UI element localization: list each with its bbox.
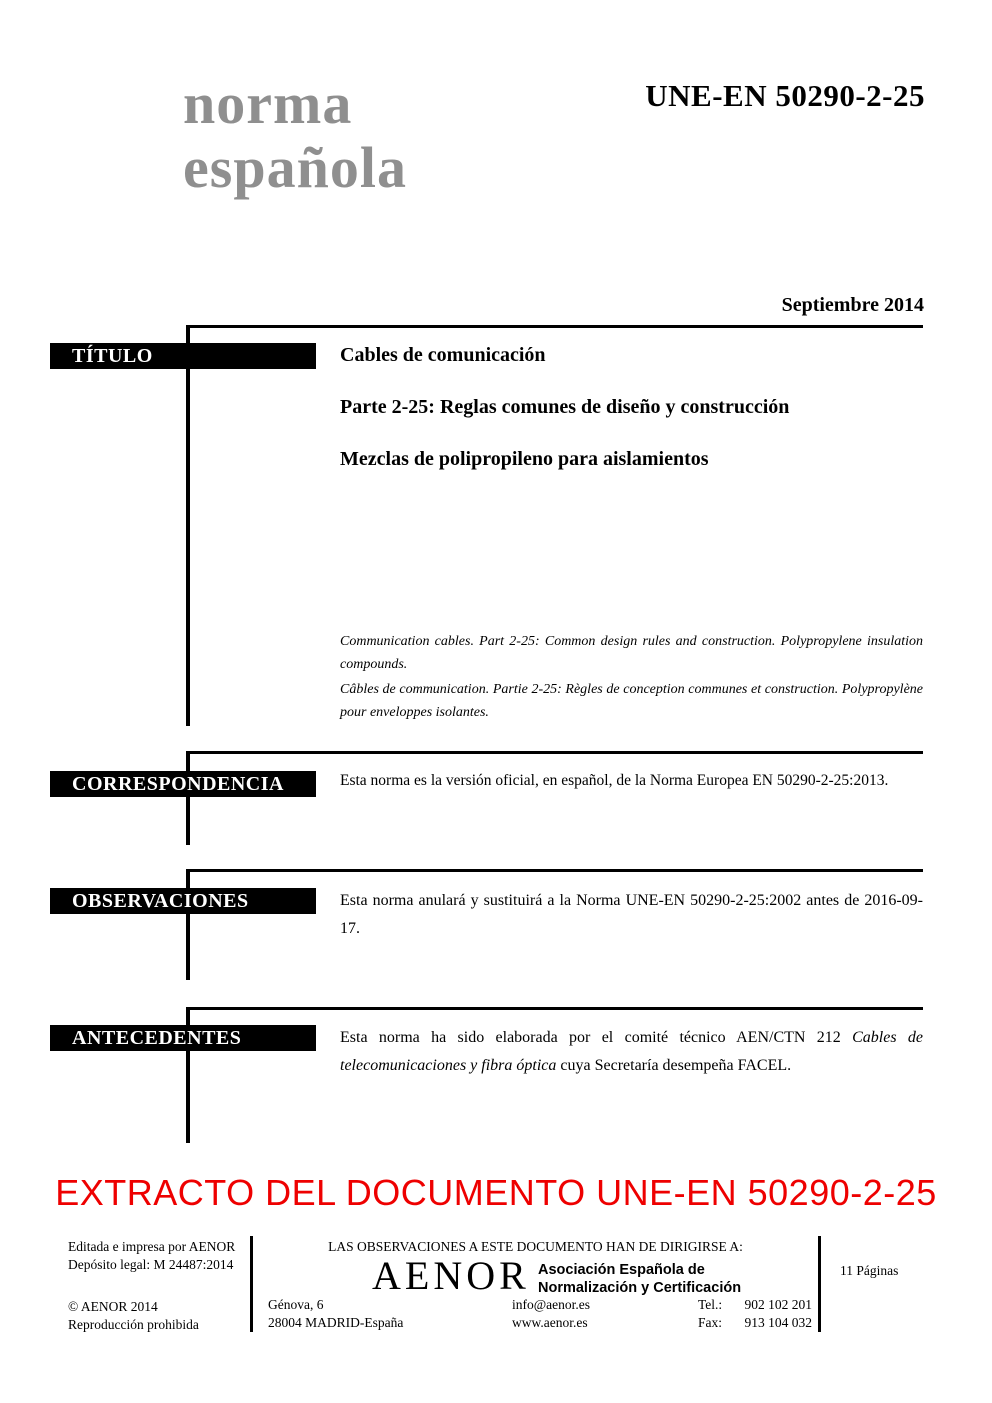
correspondencia-label: CORRESPONDENCIA xyxy=(50,771,316,797)
footer-divider-right xyxy=(818,1236,821,1332)
footer-publisher-block xyxy=(68,1238,235,1274)
correspondencia-vertical-rule xyxy=(186,751,190,845)
correspondencia-top-rule xyxy=(186,751,923,754)
title-english: Communication cables. Part 2-25: Common design rules and construction. Polypropylene insulation compounds. xyxy=(340,634,923,672)
norma-espanola-logo xyxy=(183,72,407,200)
title-line-2: Parte 2-25: Reglas comunes de diseño y construcción xyxy=(340,396,790,418)
title-line-1: Cables de comunicación xyxy=(340,344,546,366)
brand-line-1: norma xyxy=(183,71,353,136)
observaciones-top-rule xyxy=(186,869,923,872)
footer-tel-row xyxy=(698,1296,812,1314)
antecedentes-text xyxy=(340,1024,923,1080)
footer-address-line-2: 28004 MADRID-España xyxy=(268,1315,404,1330)
footer-published-by: Editada e impresa por AENOR xyxy=(68,1239,236,1254)
antecedentes-top-rule xyxy=(186,1007,923,1010)
footer-copyright: © AENOR 2014 xyxy=(68,1299,158,1314)
footer-fax-row xyxy=(698,1314,812,1332)
footer-website: www.aenor.es xyxy=(512,1315,588,1330)
footer-address-line-1: Génova, 6 xyxy=(268,1297,324,1312)
footer-tel-label: Tel.: xyxy=(698,1297,723,1312)
antecedentes-text-after: cuya Secretaría desempeña FACEL. xyxy=(556,1057,792,1074)
org-name-line-1: Asociación Española de xyxy=(538,1262,705,1278)
aenor-org-name xyxy=(538,1261,741,1297)
correspondencia-text: Esta norma es la versión oficial, en español, de la Norma Europea EN 50290-2-25:2013. xyxy=(340,772,889,789)
org-name-line-2: Normalización y Certificación xyxy=(538,1280,742,1296)
title-french: Câbles de communication. Partie 2-25: Règles de conception communes et construction. Polypropylène pour enveloppes isolantes. xyxy=(340,682,923,720)
footer-web-block xyxy=(512,1296,590,1332)
brand-line-2: española xyxy=(183,135,407,200)
observaciones-label: OBSERVACIONES xyxy=(50,888,316,914)
extract-banner: EXTRACTO DEL DOCUMENTO UNE-EN 50290-2-25 xyxy=(55,1172,937,1213)
footer-reproduction: Reproducción prohibida xyxy=(68,1317,199,1332)
observaciones-vertical-rule xyxy=(186,869,190,980)
aenor-logo: AENOR xyxy=(372,1253,530,1298)
antecedentes-text-before: Esta norma ha sido elaborada por el comité técnico AEN/CTN 212 xyxy=(340,1029,853,1046)
title-line-3: Mezclas de polipropileno para aislamientos xyxy=(340,448,709,470)
footer-contact-block xyxy=(698,1296,812,1332)
antecedentes-text-italic: Cables de telecomunicaciones y fibra óptica xyxy=(340,1029,924,1074)
footer-email: info@aenor.es xyxy=(512,1297,591,1312)
titulo-vertical-rule xyxy=(186,325,190,726)
footer-fax-value: 913 104 032 xyxy=(744,1315,812,1330)
footer-legal-deposit: Depósito legal: M 24487:2014 xyxy=(68,1257,234,1272)
footer-fax-label: Fax: xyxy=(698,1315,723,1330)
issue-date: Septiembre 2014 xyxy=(781,294,924,316)
footer-copyright-block xyxy=(68,1298,199,1334)
observaciones-text: Esta norma anulará y sustituirá a la Norma UNE-EN 50290-2-25:2002 antes de 2016-09-17. xyxy=(340,892,923,937)
footer-page-count: 11 Páginas xyxy=(840,1263,899,1278)
footer-notice: LAS OBSERVACIONES A ESTE DOCUMENTO HAN DE DIRIGIRSE A: xyxy=(328,1239,743,1254)
document-number: UNE-EN 50290-2-25 xyxy=(645,78,925,113)
footer-tel-value: 902 102 201 xyxy=(744,1297,812,1312)
antecedentes-label: ANTECEDENTES xyxy=(50,1025,316,1051)
titulo-top-rule xyxy=(186,325,923,328)
titulo-label: TÍTULO xyxy=(50,343,316,369)
footer-address-block xyxy=(268,1296,403,1332)
